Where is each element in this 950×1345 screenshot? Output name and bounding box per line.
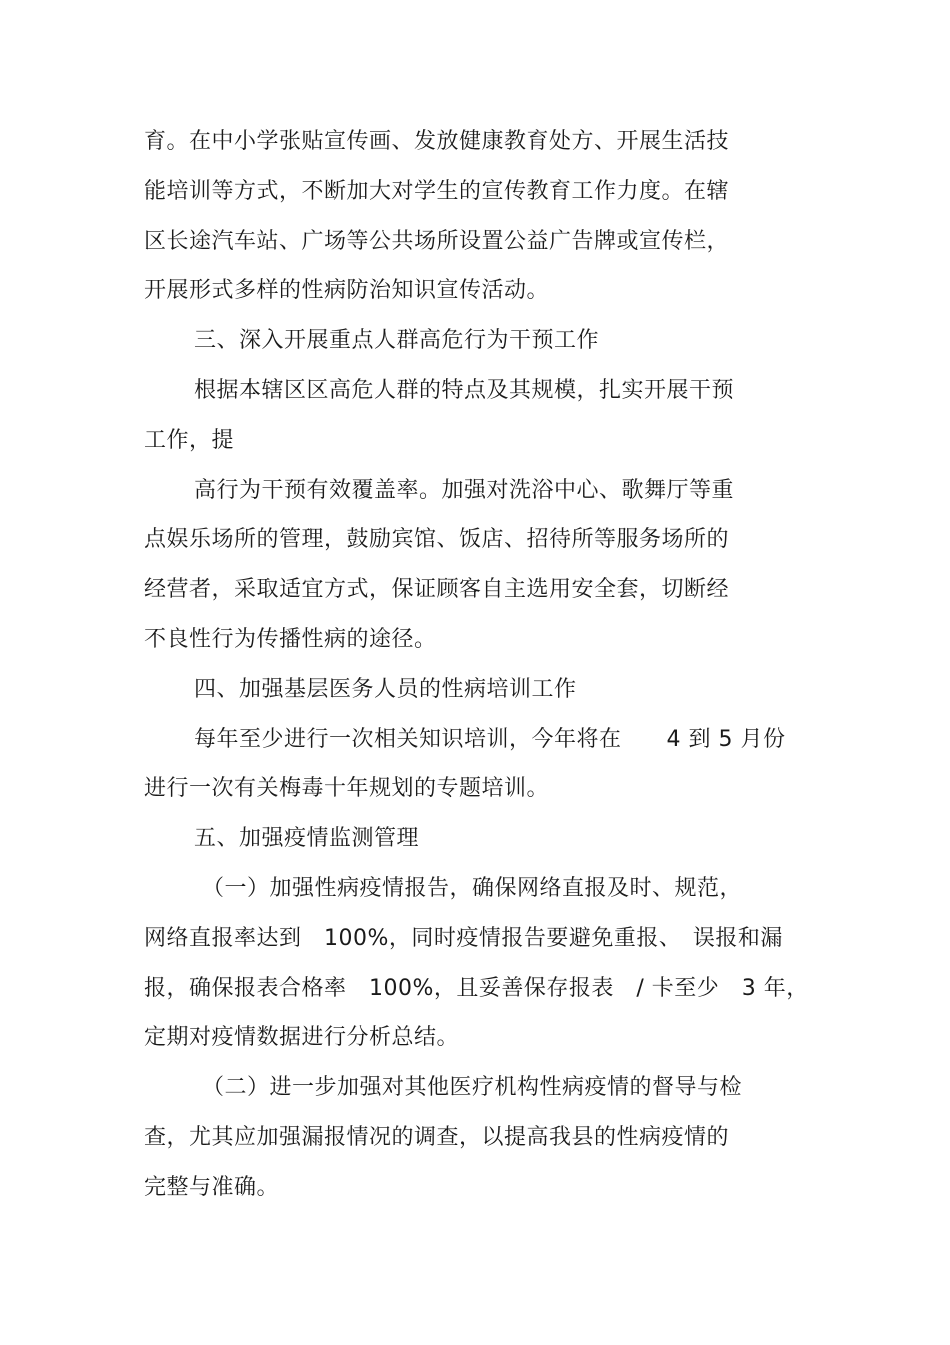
paragraph-line: 每年至少进行一次相关知识培训，今年将在 4 到 5 月份 <box>194 727 786 752</box>
paragraph-line: 育。在中小学张贴宣传画、发放健康教育处方、开展生活技 <box>144 129 730 154</box>
paragraph-line: 经营者，采取适宜方式，保证顾客自主选用安全套，切断经 <box>144 577 730 602</box>
section-heading: 三、深入开展重点人群高危行为干预工作 <box>194 328 600 353</box>
paragraph-line: 完整与准确。 <box>144 1175 280 1200</box>
paragraph-line: 定期对疫情数据进行分析总结。 <box>144 1025 460 1050</box>
section-heading: 五、加强疫情监测管理 <box>194 826 420 851</box>
paragraph-line: 进行一次有关梅毒十年规划的专题培训。 <box>144 776 550 801</box>
paragraph-line: （一）加强性病疫情报告，确保网络直报及时、规范， <box>202 876 743 901</box>
paragraph-line: 区长途汽车站、广场等公共场所设置公益广告牌或宣传栏， <box>144 229 730 254</box>
paragraph-line: 高行为干预有效覆盖率。加强对洗浴中心、歌舞厅等重 <box>194 478 735 503</box>
paragraph-line: （二）进一步加强对其他医疗机构性病疫情的督导与检 <box>202 1075 743 1100</box>
paragraph-line: 报，确保报表合格率 100%，且妥善保存报表 / 卡至少 3 年， <box>144 976 809 1001</box>
paragraph-line: 开展形式多样的性病防治知识宣传活动。 <box>144 278 550 303</box>
section-heading: 四、加强基层医务人员的性病培训工作 <box>194 677 577 702</box>
paragraph-line: 查，尤其应加强漏报情况的调查，以提高我县的性病疫情的 <box>144 1125 730 1150</box>
paragraph-line: 网络直报率达到 100%，同时疫情报告要避免重报、 误报和漏 <box>144 926 783 951</box>
paragraph-line: 点娱乐场所的管理，鼓励宾馆、饭店、招待所等服务场所的 <box>144 527 730 552</box>
paragraph-line: 能培训等方式，不断加大对学生的宣传教育工作力度。在辖 <box>144 179 730 204</box>
paragraph-line: 根据本辖区区高危人群的特点及其规模，扎实开展干预 <box>194 378 735 403</box>
paragraph-line: 不良性行为传播性病的途径。 <box>144 627 437 652</box>
paragraph-line: 工作，提 <box>144 428 235 453</box>
